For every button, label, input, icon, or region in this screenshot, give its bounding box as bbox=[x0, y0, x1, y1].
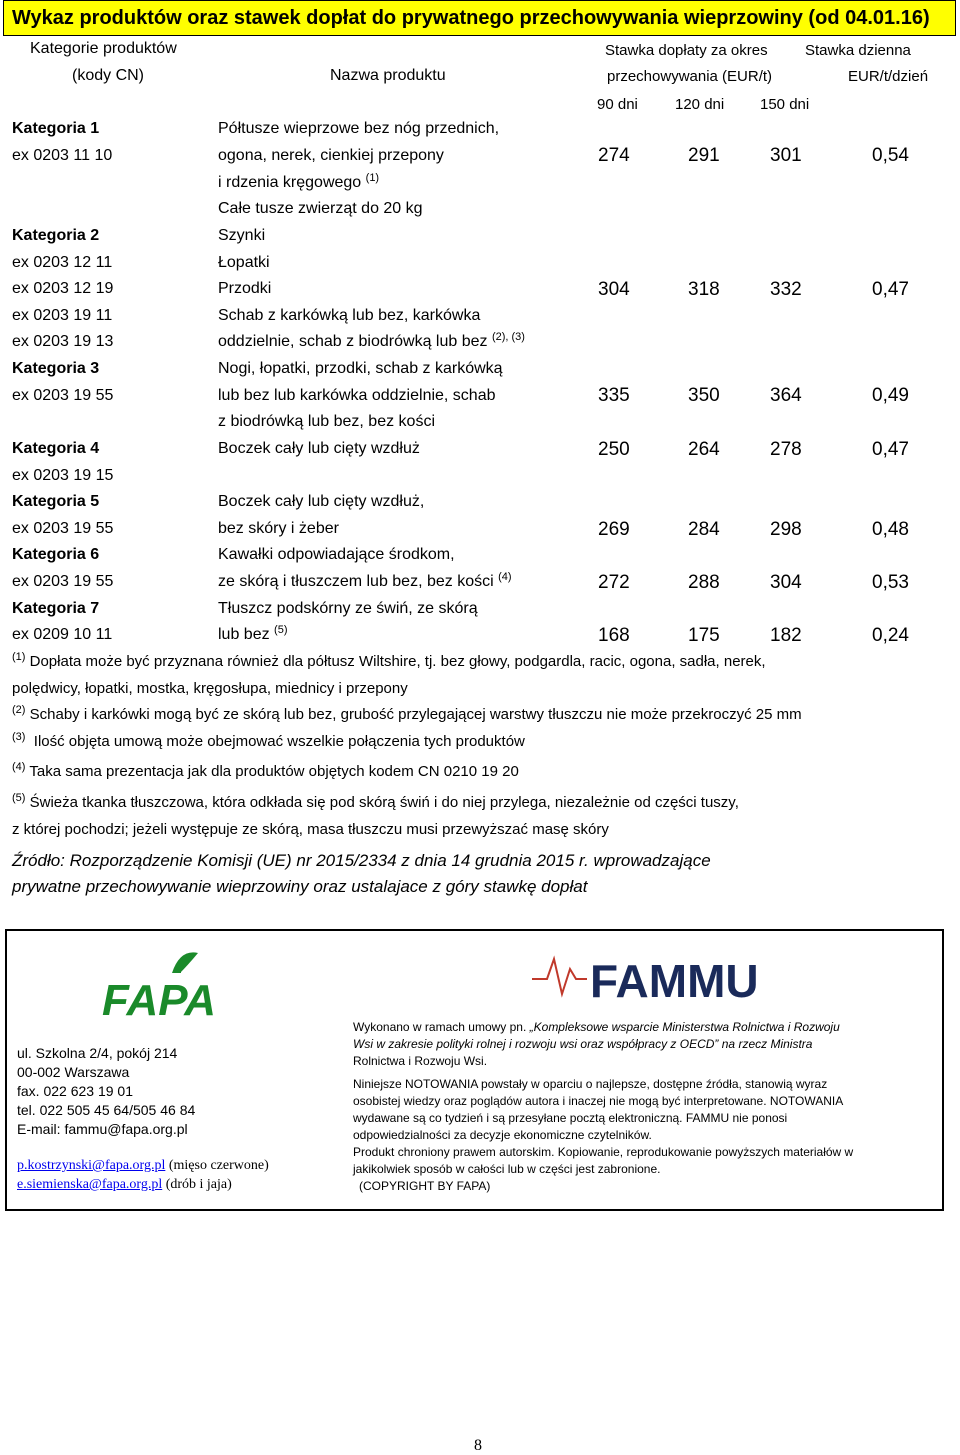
info-line: Produkt chroniony prawem autorskim. Kopiowanie, reprodukowanie powyższych materiałów w bbox=[353, 1145, 854, 1159]
info-line: Wykonano w ramach umowy pn. „Kompleksowe wsparcie Ministerstwa Rolnictwa i Rozwoju bbox=[353, 1020, 840, 1034]
footnote-5: $^{(5)}$ Świeża tkanka tłuszczowa, która odkłada się pod skórą świń i do niej przylega, niezależnie od części tuszy, bbox=[12, 792, 739, 811]
row-2-150: 332 bbox=[770, 279, 802, 300]
row-1-120: 291 bbox=[688, 145, 720, 166]
source-line-2: prywatne przechowywanie wieprzowiny oraz ustalajace z góry stawkę dopłat bbox=[12, 877, 588, 896]
row-2-name: Łopatki bbox=[218, 254, 270, 271]
title-bar bbox=[3, 0, 956, 36]
row-3-120: 350 bbox=[688, 385, 720, 406]
info-line: Rolnictwa i Rozwoju Wsi. bbox=[353, 1054, 488, 1068]
source-line-1: Źródło: Rozporządzenie Komisji (UE) nr 2015/2334 z dnia 14 grudnia 2015 r. wprowadzające bbox=[12, 851, 711, 870]
header-categories-1: Kategorie produktów bbox=[30, 40, 177, 57]
row-6-code: ex 0203 19 55 bbox=[12, 573, 114, 590]
row-1-name: i rdzenia kręgowego $^{(1)}$ bbox=[218, 172, 380, 191]
row-1-daily: 0,54 bbox=[872, 145, 909, 166]
row-1-90: 274 bbox=[598, 145, 630, 166]
address-line: 00-002 Warszawa bbox=[17, 1064, 130, 1080]
row-3-name: lub bez lub karkówka oddzielnie, schab bbox=[218, 387, 496, 404]
row-5-name: bez skóry i żeber bbox=[218, 520, 339, 537]
row-5-code: ex 0203 19 55 bbox=[12, 520, 114, 537]
row-2-code: ex 0203 12 19 bbox=[12, 280, 114, 297]
row-2-code: ex 0203 12 11 bbox=[12, 254, 113, 271]
row-4-120: 264 bbox=[688, 439, 720, 460]
row-1-code: ex 0203 11 10 bbox=[12, 147, 113, 164]
info-line: wydawane są co tydzień i są przesyłane pocztą elektroniczną. FAMMU nie ponosi bbox=[353, 1111, 788, 1125]
row-7-90: 168 bbox=[598, 625, 630, 646]
row-2-code: ex 0203 19 11 bbox=[12, 307, 113, 324]
header-categories-2: (kody CN) bbox=[72, 67, 145, 84]
fammu-logo-text: FAMMU bbox=[590, 955, 759, 1007]
row-4-code: ex 0203 19 15 bbox=[12, 467, 114, 484]
row-7-daily: 0,24 bbox=[872, 625, 909, 646]
footnote-3: $^{(3)}$ Ilość objęta umową może obejmować wszelkie połączenia tych produktów bbox=[12, 731, 525, 750]
footnote-4: $^{(4)}$ Taka sama prezentacja jak dla produktów objętych kodem CN 0210 19 20 bbox=[12, 761, 519, 780]
info-line: odpowiedzialności za decyzje ekonomiczne czytelników. bbox=[353, 1128, 652, 1142]
header-daily-2: EUR/t/dzień bbox=[848, 68, 929, 85]
info-line: Wsi w zakresie polityki rolnej i rozwoju wsi oraz współpracy z OECD” na rzecz Ministra bbox=[353, 1037, 813, 1051]
row-7-code: ex 0209 10 11 bbox=[12, 626, 113, 643]
row-2-category: Kategoria 2 bbox=[12, 227, 100, 244]
row-2-daily: 0,47 bbox=[872, 279, 909, 300]
address-line: ul. Szkolna 2/4, pokój 214 bbox=[17, 1045, 178, 1061]
email-contact-2: e.siemienska@fapa.org.pl (drób i jaja) bbox=[17, 1177, 232, 1192]
row-3-name: Nogi, łopatki, przodki, schab z karkówką bbox=[218, 360, 503, 377]
row-1-name: Całe tusze zwierząt do 20 kg bbox=[218, 200, 423, 217]
row-5-name: Boczek cały lub cięty wzdłuż, bbox=[218, 493, 425, 510]
email-link-1[interactable]: p.kostrzynski@fapa.org.pl bbox=[17, 1158, 166, 1173]
fapa-logo-text: FAPA bbox=[102, 976, 217, 1023]
row-6-150: 304 bbox=[770, 572, 802, 593]
row-3-daily: 0,49 bbox=[872, 385, 909, 406]
row-2-name: oddzielnie, schab z biodrówką lub bez $^{(2), (3)}$ bbox=[218, 331, 525, 350]
header-rate-1: Stawka dopłaty za okres bbox=[605, 42, 768, 59]
fammu-logo-icon bbox=[532, 939, 762, 1009]
page-title: Wykaz produktów oraz stawek dopłat do prywatnego przechowywania wieprzowiny (od 04.01.16) bbox=[12, 7, 930, 29]
row-5-120: 284 bbox=[688, 519, 720, 540]
copyright-line: (COPYRIGHT BY FAPA) bbox=[359, 1179, 491, 1193]
page-number: 8 bbox=[474, 1437, 482, 1454]
row-1-150: 301 bbox=[770, 145, 802, 166]
header-rate-2: przechowywania (EUR/t) bbox=[607, 68, 773, 85]
info-line: jakikolwiek sposób w całości lub w części jest zabronione. bbox=[353, 1162, 661, 1176]
footnote-2: $^{(2)}$ Schaby i karkówki mogą być ze skórą lub bez, grubość przylegającej warstwy tłuszczu nie może przekroczyć 25 mm bbox=[12, 704, 802, 723]
header-daily-1: Stawka dzienna bbox=[805, 42, 911, 59]
header-90: 90 dni bbox=[597, 96, 638, 113]
row-6-category: Kategoria 6 bbox=[12, 546, 100, 563]
row-3-90: 335 bbox=[598, 385, 630, 406]
row-5-150: 298 bbox=[770, 519, 802, 540]
footer-box bbox=[5, 929, 944, 1211]
row-5-90: 269 bbox=[598, 519, 630, 540]
row-7-120: 175 bbox=[688, 625, 720, 646]
row-4-90: 250 bbox=[598, 439, 630, 460]
info-line: osobistej wiedzy oraz poglądów autora i inaczej nie mogą być interpretowane. NOTOWANIA bbox=[353, 1094, 844, 1108]
row-6-90: 272 bbox=[598, 572, 630, 593]
row-2-name: Przodki bbox=[218, 280, 272, 297]
header-product-name: Nazwa produktu bbox=[330, 67, 446, 84]
row-6-daily: 0,53 bbox=[872, 572, 909, 593]
footnote-5-cont: z której pochodzi; jeżeli występuje ze skórą, masa tłuszczu musi przewyższać masę skóry bbox=[12, 821, 609, 838]
row-3-name: z biodrówką lub bez, bez kości bbox=[218, 413, 435, 430]
row-4-name: Boczek cały lub cięty wzdłuż bbox=[218, 440, 420, 457]
row-5-daily: 0,48 bbox=[872, 519, 909, 540]
info-line: Niniejsze NOTOWANIA powstały w oparciu o najlepsze, dostępne źródła, stanowią wyraz bbox=[353, 1077, 828, 1091]
row-6-name: Kawałki odpowiadające środkom, bbox=[218, 546, 455, 563]
row-2-code: ex 0203 19 13 bbox=[12, 333, 114, 350]
email-line: E-mail: fammu@fapa.org.pl bbox=[17, 1121, 188, 1137]
email-link-2[interactable]: e.siemienska@fapa.org.pl bbox=[17, 1177, 163, 1192]
row-3-150: 364 bbox=[770, 385, 802, 406]
row-7-150: 182 bbox=[770, 625, 802, 646]
row-1-name: Półtusze wieprzowe bez nóg przednich, bbox=[218, 120, 500, 137]
row-3-code: ex 0203 19 55 bbox=[12, 387, 114, 404]
row-4-daily: 0,47 bbox=[872, 439, 909, 460]
row-1-category: Kategoria 1 bbox=[12, 120, 100, 137]
row-7-name: Tłuszcz podskórny ze świń, ze skórą bbox=[218, 600, 478, 617]
row-6-120: 288 bbox=[688, 572, 720, 593]
header-150: 150 dni bbox=[760, 96, 810, 113]
phone-line: tel. 022 505 45 64/505 46 84 bbox=[17, 1102, 196, 1118]
fapa-logo-icon bbox=[102, 943, 262, 1023]
email-contact-1: p.kostrzynski@fapa.org.pl (mięso czerwone) bbox=[17, 1158, 269, 1173]
row-2-name: Szynki bbox=[218, 227, 266, 244]
header-120: 120 dni bbox=[675, 96, 725, 113]
fax-line: fax. 022 623 19 01 bbox=[17, 1083, 133, 1099]
row-3-category: Kategoria 3 bbox=[12, 360, 100, 377]
footnote-1-cont: polędwicy, łopatki, mostka, kręgosłupa, miednicy i przepony bbox=[12, 680, 408, 697]
row-2-90: 304 bbox=[598, 279, 630, 300]
row-7-category: Kategoria 7 bbox=[12, 600, 100, 617]
row-4-150: 278 bbox=[770, 439, 802, 460]
footnote-1: $^{(1)}$ Dopłata może być przyznana również dla półtusz Wiltshire, tj. bez głowy, podgardla, racic, ogona, sadła, nerek, bbox=[12, 651, 766, 670]
row-2-name: Schab z karkówką lub bez, karkówka bbox=[218, 307, 481, 324]
row-5-category: Kategoria 5 bbox=[12, 493, 100, 510]
row-6-name: ze skórą i tłuszczem lub bez, bez kości $^{(4)}$ bbox=[218, 571, 512, 590]
row-1-name: ogona, nerek, cienkiej przepony bbox=[218, 147, 444, 164]
row-7-name: lub bez $^{(5)}$ bbox=[218, 624, 288, 643]
row-4-category: Kategoria 4 bbox=[12, 440, 100, 457]
row-2-120: 318 bbox=[688, 279, 720, 300]
